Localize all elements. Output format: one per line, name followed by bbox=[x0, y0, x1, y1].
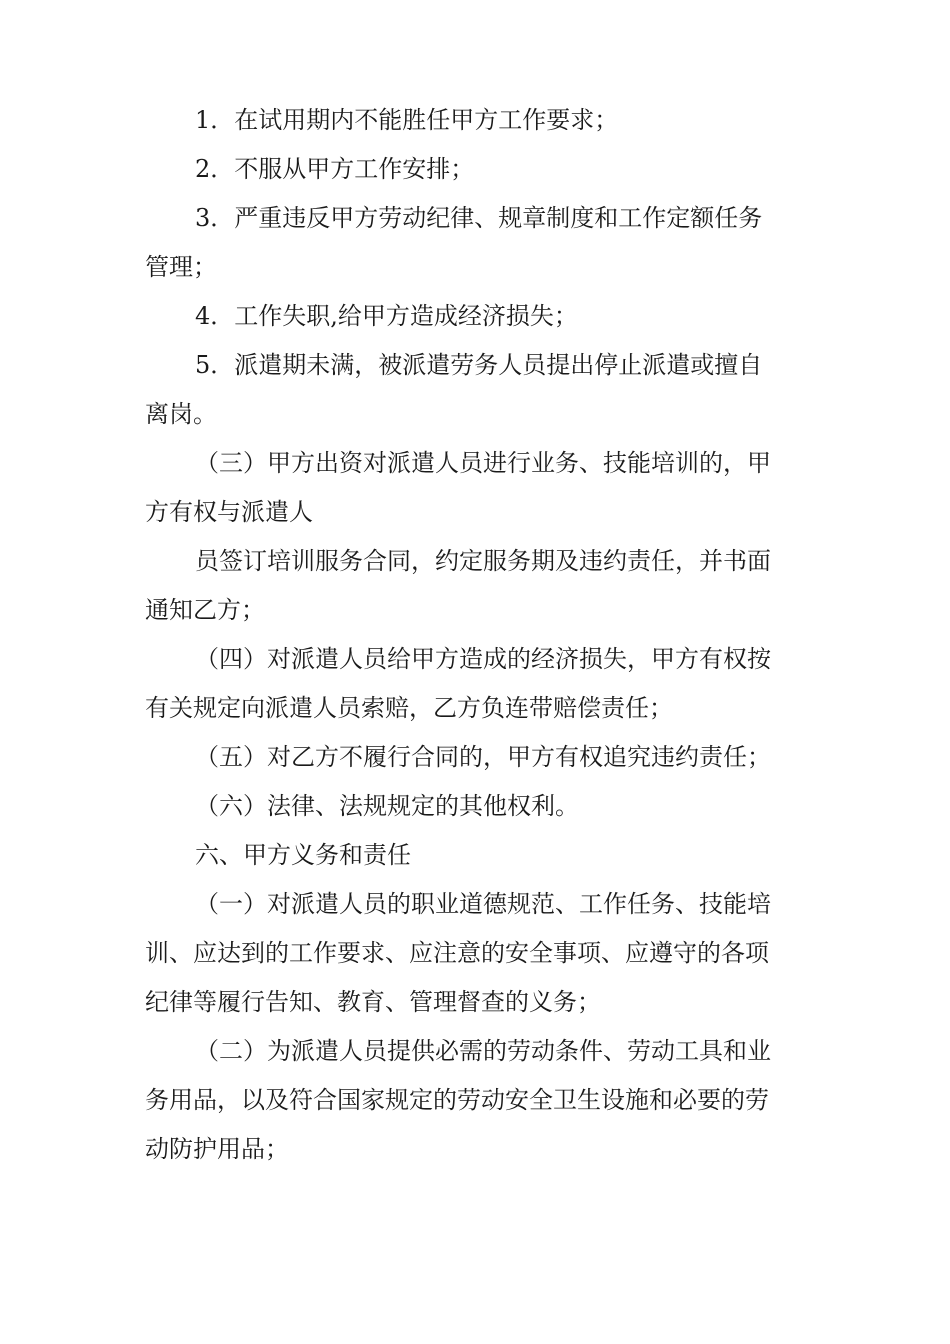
text-line: 5．派遣期未满，被派遣劳务人员提出停止派遣或擅自 bbox=[195, 351, 763, 379]
text-line: 2．不服从甲方工作安排； bbox=[195, 155, 475, 183]
text-line: （五）对乙方不履行合同的，甲方有权追究违约责任； bbox=[195, 743, 771, 771]
text-line: 训、应达到的工作要求、应注意的安全事项、应遵守的各项 bbox=[145, 939, 769, 967]
text-line: 动防护用品； bbox=[145, 1135, 289, 1163]
text-line: 纪律等履行告知、教育、管理督查的义务； bbox=[145, 988, 601, 1016]
text-line: 方有权与派遣人 bbox=[145, 498, 313, 526]
section-heading: 六、甲方义务和责任 bbox=[195, 841, 411, 869]
text-line: 管理； bbox=[145, 253, 217, 281]
document-page bbox=[145, 96, 810, 1174]
text-line: 务用品，以及符合国家规定的劳动安全卫生设施和必要的劳 bbox=[145, 1086, 769, 1114]
text-line: （三）甲方出资对派遣人员进行业务、技能培训的，甲 bbox=[195, 449, 771, 477]
text-line: 1．在试用期内不能胜任甲方工作要求； bbox=[195, 106, 619, 134]
text-line: （四）对派遣人员给甲方造成的经济损失，甲方有权按 bbox=[195, 645, 771, 673]
text-line: （六）法律、法规规定的其他权利。 bbox=[195, 792, 579, 820]
text-line: 员签订培训服务合同，约定服务期及违约责任，并书面 bbox=[195, 547, 771, 575]
text-line: 通知乙方； bbox=[145, 596, 265, 624]
text-line: （二）为派遣人员提供必需的劳动条件、劳动工具和业 bbox=[195, 1037, 771, 1065]
text-line: 离岗。 bbox=[145, 400, 217, 428]
text-line: 有关规定向派遣人员索赔，乙方负连带赔偿责任； bbox=[145, 694, 673, 722]
text-line: 3．严重违反甲方劳动纪律、规章制度和工作定额任务 bbox=[195, 204, 763, 232]
text-line: （一）对派遣人员的职业道德规范、工作任务、技能培 bbox=[195, 890, 771, 918]
text-line: 4．工作失职,给甲方造成经济损失； bbox=[195, 302, 578, 330]
